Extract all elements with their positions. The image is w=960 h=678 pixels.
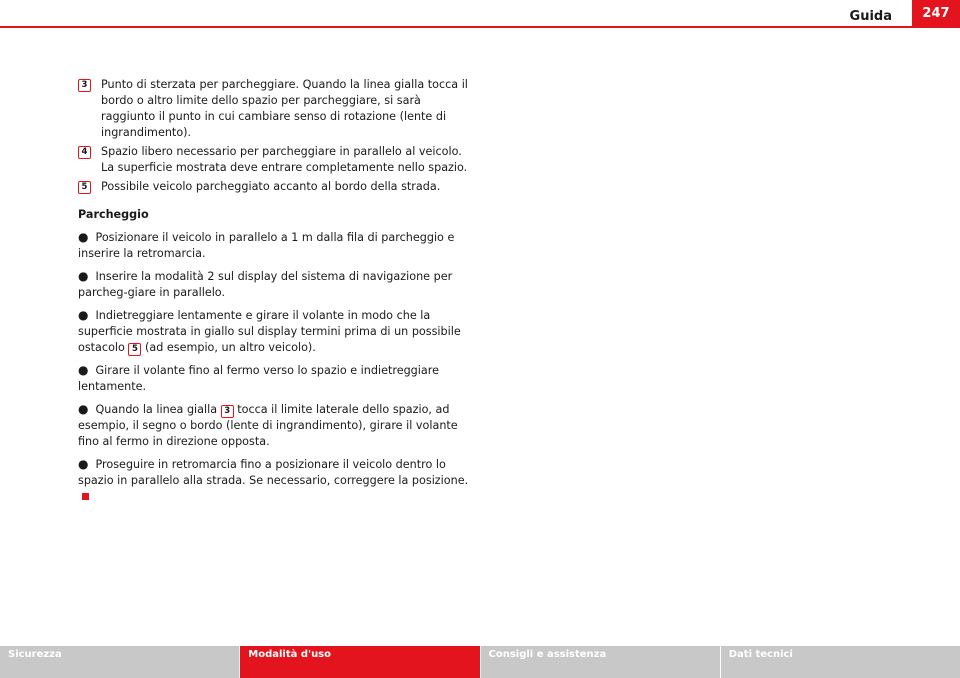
instruction-step [78,307,470,356]
callout-marker: 3 [221,405,234,418]
legend-text: Spazio libero necessario per parcheggiare in parallelo al veicolo. La superficie mostrata deve entrare completamente nello spazio. [101,145,468,174]
instruction-step [78,268,470,301]
section-heading: Parcheggio [78,208,149,221]
step-text: Indietreggiare lentamente e girare il volante in modo che la superficie mostrata in giallo sul display termini prima di un possibile ostacolo [78,309,461,354]
bullet-icon: ● [78,402,89,416]
page-number: 247 [912,0,960,28]
footer-tab-modalita-uso[interactable]: Modalità d'uso [240,646,480,678]
callout-marker: 4 [78,146,91,159]
callout-marker: 3 [78,79,91,92]
footer-nav [0,646,960,678]
legend-item [78,179,470,195]
step-text: Inserire la modalità 2 sul display del sistema di navigazione per parcheg-giare in parallelo. [78,270,453,299]
main-content [78,77,470,511]
legend-text: Possibile veicolo parcheggiato accanto al bordo della strada. [101,180,441,193]
instruction-step [78,456,470,505]
instruction-step [78,362,470,395]
end-of-section-icon [82,493,89,500]
step-text: Proseguire in retromarcia fino a posizionare il veicolo dentro lo spazio in parallelo alla strada. Se necessario, correggere la posizione. [78,458,469,487]
instruction-step [78,229,470,262]
footer-tab-dati-tecnici[interactable]: Dati tecnici [721,646,960,678]
legend-item [78,77,470,141]
step-text: Posizionare il veicolo in parallelo a 1 m dalla fila di parcheggio e inserire la retromarcia. [78,231,455,260]
step-text: Girare il volante fino al fermo verso lo spazio e indietreggiare lentamente. [78,364,439,393]
bullet-icon: ● [78,269,89,283]
footer-tab-consigli-assistenza[interactable]: Consigli e assistenza [481,646,721,678]
chapter-title: Guida [849,9,892,24]
header-rule [0,26,960,28]
step-text: Quando la linea gialla [95,403,221,416]
callout-marker: 5 [128,343,141,356]
legend-item [78,144,470,176]
step-text: tocca il limite laterale dello spazio, ad esempio, il segno o bordo (lente di ingrandimento), girare il volante fino al fermo in direzione opposta. [78,403,458,448]
footer-tab-sicurezza[interactable]: Sicurezza [0,646,240,678]
bullet-icon: ● [78,308,89,322]
legend-text: Punto di sterzata per parcheggiare. Quando la linea gialla tocca il bordo o altro limite dello spazio per parcheggiare, si sarà raggiunto il punto in cui cambiare senso di rotazione (lente di ingrandimento). [101,78,468,139]
step-text: (ad esempio, un altro veicolo). [141,341,316,354]
bullet-icon: ● [78,363,89,377]
bullet-icon: ● [78,230,89,244]
instruction-step [78,401,470,450]
bullet-icon: ● [78,457,89,471]
callout-marker: 5 [78,181,91,194]
